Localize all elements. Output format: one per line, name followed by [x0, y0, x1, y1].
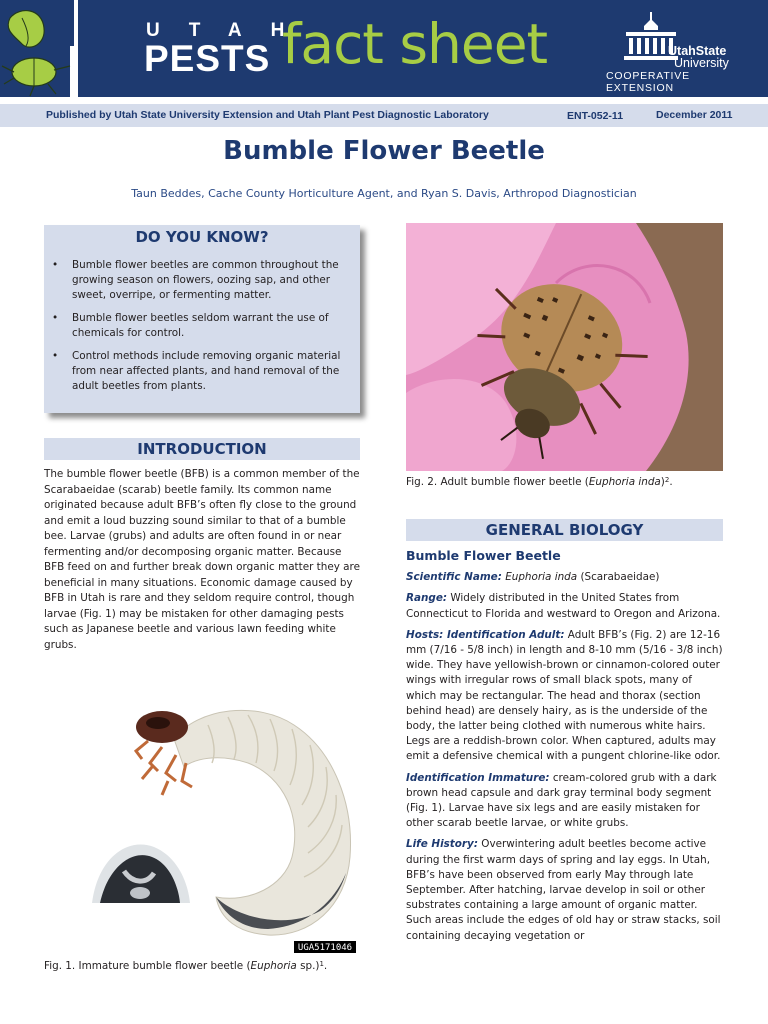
publication-code: ENT-052-11: [567, 110, 624, 122]
usu-extension: COOPERATIVE EXTENSION: [606, 70, 690, 94]
publication-date: December 2011: [656, 109, 733, 121]
image-id-label: UGA5171046: [297, 943, 353, 953]
list-item: • Bumble flower beetles are common throughout the growing season on flowers, oozing sap, and other sweet, overripe, or fermenting matter.: [52, 258, 356, 303]
do-you-know-heading: DO YOU KNOW?: [135, 228, 269, 246]
list-item: • Control methods include removing organic material from near affected plants, and hand removal of the adult beetles from plants.: [52, 349, 356, 394]
insect-logo-icon: [0, 0, 78, 97]
usu-name-line2: University: [674, 56, 729, 70]
page-title: Bumble Flower Beetle: [223, 136, 545, 166]
beetle-photo: [406, 223, 723, 471]
do-you-know-list: [52, 258, 356, 402]
publisher-text: Published by Utah State University Extension and Utah Plant Pest Diagnostic Laboratory: [46, 109, 489, 121]
immature-paragraph: Identification Immature: cream-colored grub with a dark brown head capsule and dark gray terminal body segment (Fig. 1). Larvae have six legs and are easily mistaken for other scarab beetle larvae, or white grubs.: [406, 771, 717, 830]
biology-subheading: Bumble Flower Beetle: [406, 548, 561, 563]
list-item: • Bumble flower beetles seldom warrant the use of chemicals for control.: [52, 311, 356, 341]
authors: Taun Beddes, Cache County Horticulture Agent, and Ryan S. Davis, Arthropod Diagnostician: [131, 187, 637, 200]
do-you-know-box: [44, 225, 360, 413]
life-history-paragraph: Life History: Overwintering adult beetles become active during the first warm days of spring and lay eggs. In Utah, BFB’s have been observed from early May through late September. After hatching, larvae develop in soil or other substrates containing a large amount of organic matter. Such areas include the edges of old hay or straw stacks, soil containing decaying vegetation or: [406, 838, 721, 942]
introduction-heading: INTRODUCTION: [44, 438, 360, 460]
banner-pests: PESTS: [144, 38, 271, 79]
scientific-name: Scientific Name: Euphoria inda (Scarabaeidae): [406, 571, 660, 584]
banner-fact-sheet: fact sheet: [282, 12, 548, 76]
banner-utah: UTAH: [146, 20, 314, 41]
range-paragraph: Range: Widely distributed in the United States from Connecticut to Florida and westward to Oregon and Arizona.: [406, 592, 721, 620]
figure2-caption: Fig. 2. Adult bumble flower beetle (Euphoria inda)$^2$.: [406, 476, 673, 488]
usu-name-line1: UtahState: [668, 44, 727, 58]
usu-logo: [604, 12, 754, 94]
introduction-body: The bumble flower beetle (BFB) is a common member of the Scarabaeidae (scarab) beetle family. Its common name originated because adult BFB’s often fly close to the ground and emit a loud buzzing sound similar to that of a bumble bee. Larvae (grubs) and adults are often found in or near fermenting and/or decomposing organic matter. Because BFB feed on and further break down organic matter they are beneficial in many situations. Economic damage caused by BFB in Utah is rare and they seldom require control, though larvae (Fig. 1) may be mistaken for other damaging pests such as Japanese beetle and various lawn feeding white grubs.: [44, 468, 360, 651]
general-biology-heading: GENERAL BIOLOGY: [406, 519, 723, 541]
grub-photo: [88, 697, 358, 954]
header-banner: [0, 0, 768, 97]
publication-bar: [0, 104, 768, 127]
figure1-caption: Fig. 1. Immature bumble flower beetle (Euphoria sp.)$^1$.: [44, 960, 328, 972]
hosts-paragraph: Hosts: Identification Adult: Adult BFB’s (Fig. 2) are 12-16 mm (7/16 - 5/8 inch) in length and 8-10 mm (5/16 - 3/8 inch) wide. They have yellowish-brown or cinnamon-colored outer wings with irregular rows of small black spots, many of which may be rectangular. The head and thorax (section behind head) are densely hairy, as is the underside of the body, the latter being clothed with numerous white hairs. Legs are a reddish-brown color. When captured, adults may emit a defensive chemical with a pungent chlorine-like odor.: [406, 628, 723, 763]
general-biology-body: [406, 548, 724, 950]
